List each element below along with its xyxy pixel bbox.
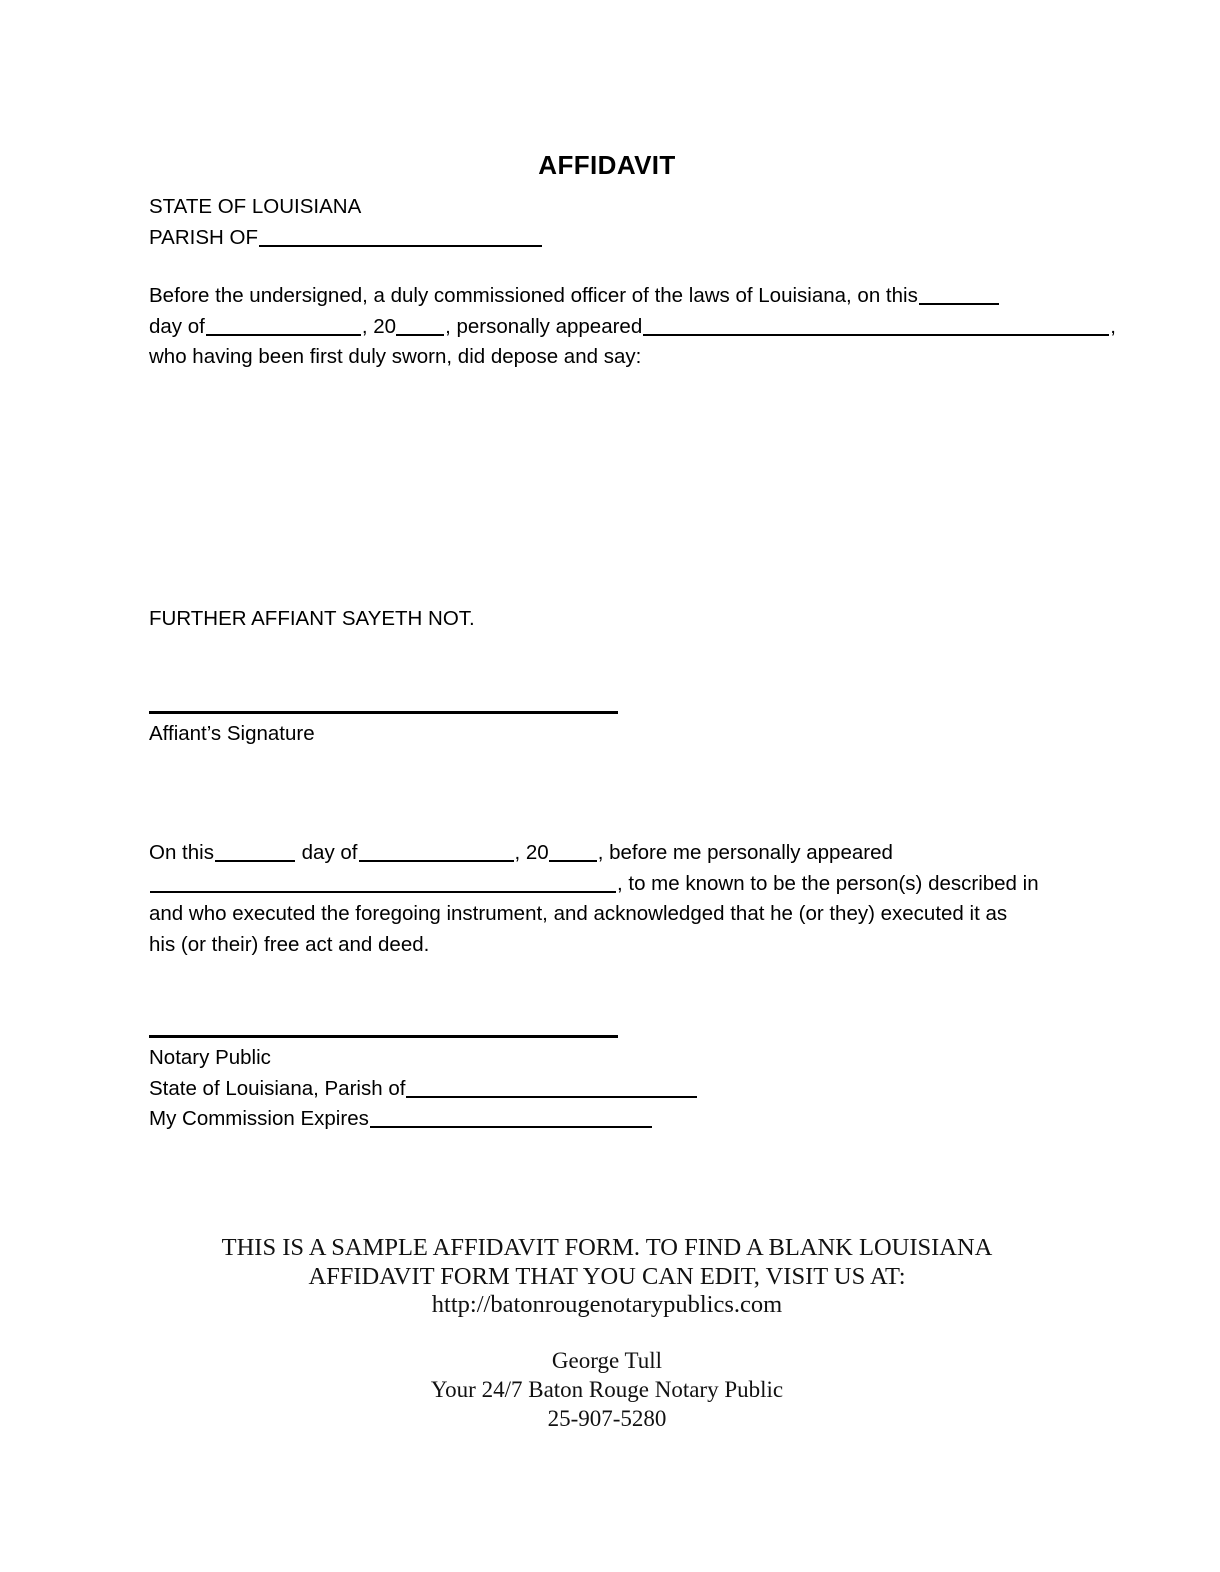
parish-label: PARISH OF [149,225,258,249]
state-line: STATE OF LOUISIANA [149,195,362,218]
notary-commission-line [149,1104,698,1135]
intro-month-blank-field[interactable] [206,319,361,336]
intro-line-2 [149,312,1116,343]
acknowledgment-line-1 [149,838,1089,869]
acknowledgment-line-2 [149,869,1089,900]
notary-commission-label: My Commission Expires [149,1107,369,1130]
notary-signature-line[interactable] [149,1035,618,1038]
affiant-signature-label: Affiant’s Signature [149,722,315,745]
footer-note-line-2: AFFIDAVIT FORM THAT YOU CAN EDIT, VISIT US AT: [308,1262,906,1290]
footer-url[interactable]: http://batonrougenotarypublics.com [431,1291,783,1318]
intro-appeared-label: , personally appeared [445,314,643,338]
intro-line-3: who having been first duly sworn, did depose and say: [149,345,642,368]
notary-commission-blank-field[interactable] [370,1111,652,1128]
ack-year-blank-field[interactable] [549,845,597,862]
ack-year-prefix: , 20 [514,841,549,864]
ack-name-blank-field[interactable] [150,876,616,893]
acknowledgment-line-4: his (or their) free act and deed. [149,932,430,956]
notary-block [149,1043,698,1135]
intro-line-1 [149,281,1089,312]
footer-note-line-1: THIS IS A SAMPLE AFFIDAVIT FORM. TO FIND A BLANK LOUISIANA [221,1234,993,1261]
intro-day-of-label: day of [149,314,205,338]
notary-state-parish-line [149,1074,698,1105]
acknowledgment-paragraph [149,838,1089,960]
intro-year-prefix: , 20 [361,314,397,338]
notary-title: Notary Public [149,1046,271,1069]
intro-year-blank-field[interactable] [396,319,444,336]
ack-known-label: , to me known to be the person(s) described in [617,871,1039,895]
intro-paragraph [149,281,1116,373]
intro-line-1-text: Before the undersigned, a duly commissioned officer of the laws of Louisiana, on this [149,284,918,307]
intro-line-2-comma: , [1110,314,1116,338]
ack-day-blank-field[interactable] [215,845,295,862]
footer-contact [0,1346,1214,1433]
ack-month-blank-field[interactable] [359,845,514,862]
intro-name-blank-field[interactable] [643,319,1109,336]
ack-on-this-label: On this [149,841,214,864]
contact-phone[interactable]: 25-907-5280 [547,1406,667,1431]
notary-state-parish-label: State of Louisiana, Parish of [149,1076,406,1100]
ack-appeared-label: , before me personally appeared [597,841,893,864]
acknowledgment-line-3: and who executed the foregoing instrument, and acknowledged that he (or they) executed it as [149,902,1008,925]
ack-day-of-label: day of [301,841,358,864]
parish-blank-field[interactable] [259,230,542,247]
page-title: AFFIDAVIT [538,150,676,180]
parish-line [149,223,543,254]
notary-parish-blank-field[interactable] [406,1081,697,1098]
footer-note [0,1234,1214,1320]
contact-name: George Tull [551,1348,663,1373]
intro-day-blank-field[interactable] [919,288,999,305]
jurisdiction-header [149,192,543,253]
further-affiant-statement: FURTHER AFFIANT SAYETH NOT. [149,607,475,630]
contact-tagline: Your 24/7 Baton Rouge Notary Public [430,1377,784,1402]
affiant-signature-line[interactable] [149,711,618,714]
